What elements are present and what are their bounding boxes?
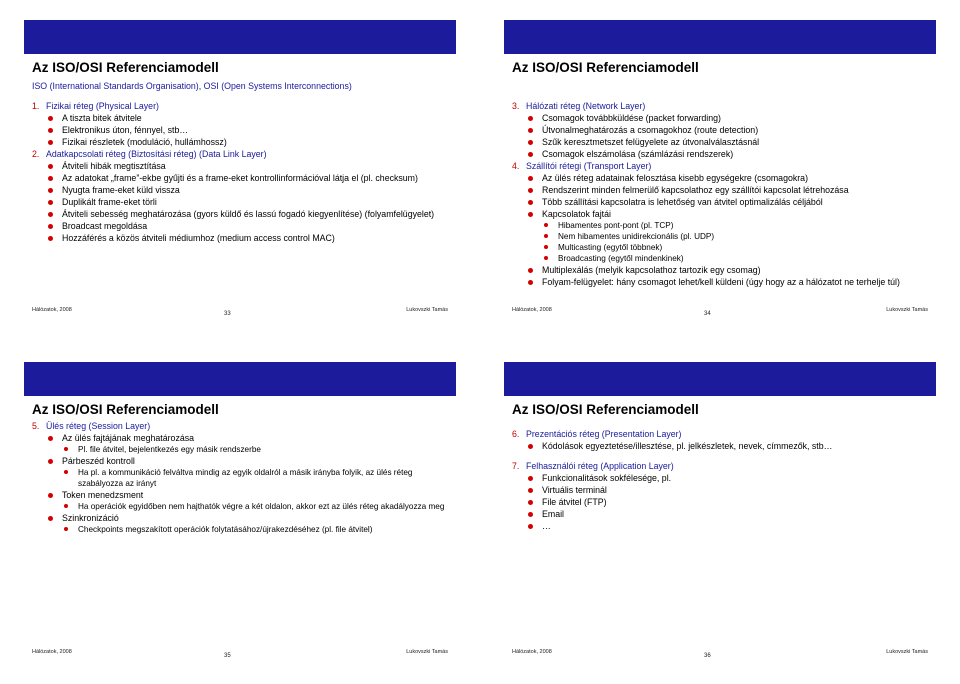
slide-34 [504,20,936,320]
item-text: Útvonalmeghatározás a csomagokhoz (route detection) [542,125,759,135]
item-text: Email [542,509,564,519]
bullet-icon [48,116,53,121]
slide-header-bar [24,20,456,54]
slide-title: Az ISO/OSI Referenciamodell [512,60,699,75]
bullet-item [512,264,932,276]
section-number: 3. [512,101,520,111]
item-text: Ha pl. a kommunikáció felváltva mindig az egyik oldalról a másik irányba folyik, az ülés réteg szabályozza az irányt [78,468,413,488]
bullet-item [32,501,452,512]
slide-35 [24,362,456,662]
item-text: Nem hibamentes unidirekcionális (pl. UDP) [558,232,715,241]
item-text: Nyugta frame-eket küld vissza [62,185,180,195]
section-heading [512,428,932,440]
bullet-icon [64,447,68,451]
slide-title: Az ISO/OSI Referenciamodell [512,402,699,417]
slide-footer [504,648,936,662]
slide-title: Az ISO/OSI Referenciamodell [32,60,219,75]
bullet-icon [48,188,53,193]
bullet-item [512,220,932,231]
item-text: Folyam-felügyelet: hány csomagot lehet/kell küldeni (úgy hogy az a hálózatot ne terhelje túl) [542,277,900,287]
bullet-icon [528,212,533,217]
bullet-item [512,231,932,242]
section-number: 2. [32,149,40,159]
bullet-item [32,455,452,467]
item-text: Felhasználói réteg (Application Layer) [526,461,674,471]
item-text: Virtuális terminál [542,485,607,495]
bullet-icon [528,444,533,449]
item-text: Több szállítási kapcsolatra is lehetőség van átvitel optimalizálás céljából [542,197,823,207]
item-text: Átviteli sebesség meghatározása (gyors küldő és lassú fogadó kiegyenlítése) (folyamfelügyelet) [62,209,435,219]
item-text: Ülés réteg (Session Layer) [46,421,151,431]
bullet-item [32,184,452,196]
bullet-icon [48,176,53,181]
footer-page-number: 36 [704,653,711,659]
bullet-item [512,508,932,520]
bullet-icon [48,164,53,169]
bullet-item [32,172,452,184]
footer-page-number: 34 [704,311,711,317]
item-text: Szűk keresztmetszet felügyelete az útvonalválasztásnál [542,137,760,147]
item-text: Multicasting (egytől többnek) [558,243,663,252]
section-number: 4. [512,161,520,171]
bullet-icon [528,268,533,273]
item-text: Prezentációs réteg (Presentation Layer) [526,429,682,439]
item-text: Hozzáférés a közös átviteli médiumhoz (medium access control MAC) [62,233,335,243]
bullet-icon [528,512,533,517]
item-text: Átviteli hibák megtisztítása [62,161,166,171]
bullet-item [32,232,452,244]
bullet-icon [544,234,548,238]
bullet-item [32,512,452,524]
item-text: Csomagok továbbküldése (packet forwarding) [542,113,721,123]
bullet-icon [528,280,533,285]
footer-author: Lukovszki Tamás [886,649,928,655]
bullet-item [32,124,452,136]
item-text: Duplikált frame-eket törli [62,197,157,207]
item-text: Checkpoints megszakított operációk folytatásához/újrakezdéséhez (pl. file átvitel) [78,525,373,534]
item-text: Multiplexálás (melyik kapcsolathoz tartozik egy csomag) [542,265,761,275]
bullet-item [512,124,932,136]
bullet-item [32,432,452,444]
footer-course: Hálózatok, 2008 [512,649,552,655]
item-text: Kapcsolatok fajtái [542,209,611,219]
slide-header-bar [24,362,456,396]
item-text: Csomagok elszámolása (számlázási rendszerek) [542,149,734,159]
item-text: Kódolások egyeztetése/illesztése, pl. jelkészletek, nevek, címmezők, stb… [542,441,833,451]
bullet-icon [528,152,533,157]
item-text: Szinkronizáció [62,513,119,523]
spacer [32,92,452,100]
bullet-icon [528,476,533,481]
slide-header-bar [504,20,936,54]
bullet-icon [64,527,68,531]
item-text: Fizikai réteg (Physical Layer) [46,101,159,111]
slide-36 [504,362,936,662]
item-text: ISO (International Standards Organisation), OSI (Open Systems Interconnections) [32,81,352,91]
bullet-item [512,276,932,288]
footer-page-number: 33 [224,311,231,317]
item-text: Rendszerint minden felmerülő kapcsolathoz egy szállítói kapcsolat létrehozása [542,185,849,195]
footer-course: Hálózatok, 2008 [32,649,72,655]
bullet-item [32,467,452,489]
bullet-icon [528,140,533,145]
section-heading [32,148,452,160]
section-heading [512,460,932,472]
bullet-item [32,444,452,455]
bullet-icon [48,212,53,217]
bullet-item [512,253,932,264]
bullet-icon [528,488,533,493]
bullet-item [512,496,932,508]
bullet-icon [48,128,53,133]
item-text: Broadcasting (egytől mindenkinek) [558,254,684,263]
slide-footer [24,648,456,662]
item-text: … [542,521,551,531]
slide-footer [504,306,936,320]
slide-content [512,420,932,532]
bullet-item [512,136,932,148]
footer-author: Lukovszki Tamás [886,307,928,313]
bullet-icon [48,224,53,229]
footer-author: Lukovszki Tamás [406,307,448,313]
item-text: Broadcast megoldása [62,221,148,231]
item-text: Adatkapcsolati réteg (Biztosítási réteg) (Data Link Layer) [46,149,267,159]
bullet-item [32,136,452,148]
item-text: Az ülés fajtájának meghatározása [62,433,195,443]
bullet-item [512,208,932,220]
section-heading [512,160,932,172]
bullet-icon [64,470,68,474]
bullet-item [512,440,932,452]
bullet-icon [544,245,548,249]
bullet-icon [528,128,533,133]
footer-course: Hálózatok, 2008 [512,307,552,313]
bullet-icon [48,459,53,464]
section-heading [512,100,932,112]
bullet-item [512,242,932,253]
item-text: Hálózati réteg (Network Layer) [526,101,646,111]
bullet-icon [544,223,548,227]
bullet-item [512,148,932,160]
bullet-item [32,112,452,124]
section-number: 6. [512,429,520,439]
item-text: Szállítói rétegi (Transport Layer) [526,161,652,171]
footer-author: Lukovszki Tamás [406,649,448,655]
slide-content [32,80,452,244]
item-text: Ha operációk egyidőben nem hajthatók végre a két oldalon, akkor ezt az ülés réteg akadályozza meg [78,502,445,511]
item-text: Pl. file átvitel, bejelentkezés egy másik rendszerbe [78,445,261,454]
bullet-item [32,208,452,220]
bullet-item [512,184,932,196]
item-text: Hibamentes pont-pont (pl. TCP) [558,221,674,230]
bullet-item [512,520,932,532]
bullet-item [32,160,452,172]
section-number: 1. [32,101,40,111]
bullet-icon [528,176,533,181]
section-number: 7. [512,461,520,471]
slide-title: Az ISO/OSI Referenciamodell [32,402,219,417]
item-text: Fizikai részletek (moduláció, hullámhossz) [62,137,227,147]
slide-33 [24,20,456,320]
bullet-icon [48,436,53,441]
bullet-icon [48,200,53,205]
section-number: 5. [32,421,40,431]
item-text: Funkcionalitások sokfélesége, pl. [542,473,672,483]
bullet-icon [48,516,53,521]
item-text: Párbeszéd kontroll [62,456,135,466]
bullet-item [32,220,452,232]
bullet-item [512,112,932,124]
item-text: A tiszta bitek átvitele [62,113,142,123]
spacer [512,420,932,428]
bullet-icon [528,116,533,121]
bullet-icon [528,524,533,529]
bullet-item [512,472,932,484]
bullet-icon [528,200,533,205]
item-text: Token menedzsment [62,490,144,500]
bullet-icon [528,500,533,505]
slide-content [32,420,452,535]
footer-course: Hálózatok, 2008 [32,307,72,313]
section-heading [32,100,452,112]
item-text: Az ülés réteg adatainak felosztása kisebb egységekre (csomagokra) [542,173,809,183]
item-text: Az adatokat „frame”-ekbe gyűjti és a frame-eket kontrollinformációval látja el (pl. checksum) [62,173,418,183]
slide-footer [24,306,456,320]
bullet-icon [544,256,548,260]
bullet-item [32,489,452,501]
section-heading [32,80,452,92]
slide-header-bar [504,362,936,396]
footer-page-number: 35 [224,653,231,659]
bullet-icon [48,140,53,145]
bullet-item [32,524,452,535]
bullet-item [512,172,932,184]
section-heading [32,420,452,432]
bullet-icon [528,188,533,193]
bullet-icon [48,236,53,241]
item-text: Elektronikus úton, fénnyel, stb… [62,125,189,135]
item-text: File átvitel (FTP) [542,497,607,507]
bullet-icon [64,504,68,508]
bullet-item [32,196,452,208]
slide-content [512,100,932,288]
bullet-item [512,484,932,496]
spacer [512,452,932,460]
bullet-icon [48,493,53,498]
bullet-item [512,196,932,208]
